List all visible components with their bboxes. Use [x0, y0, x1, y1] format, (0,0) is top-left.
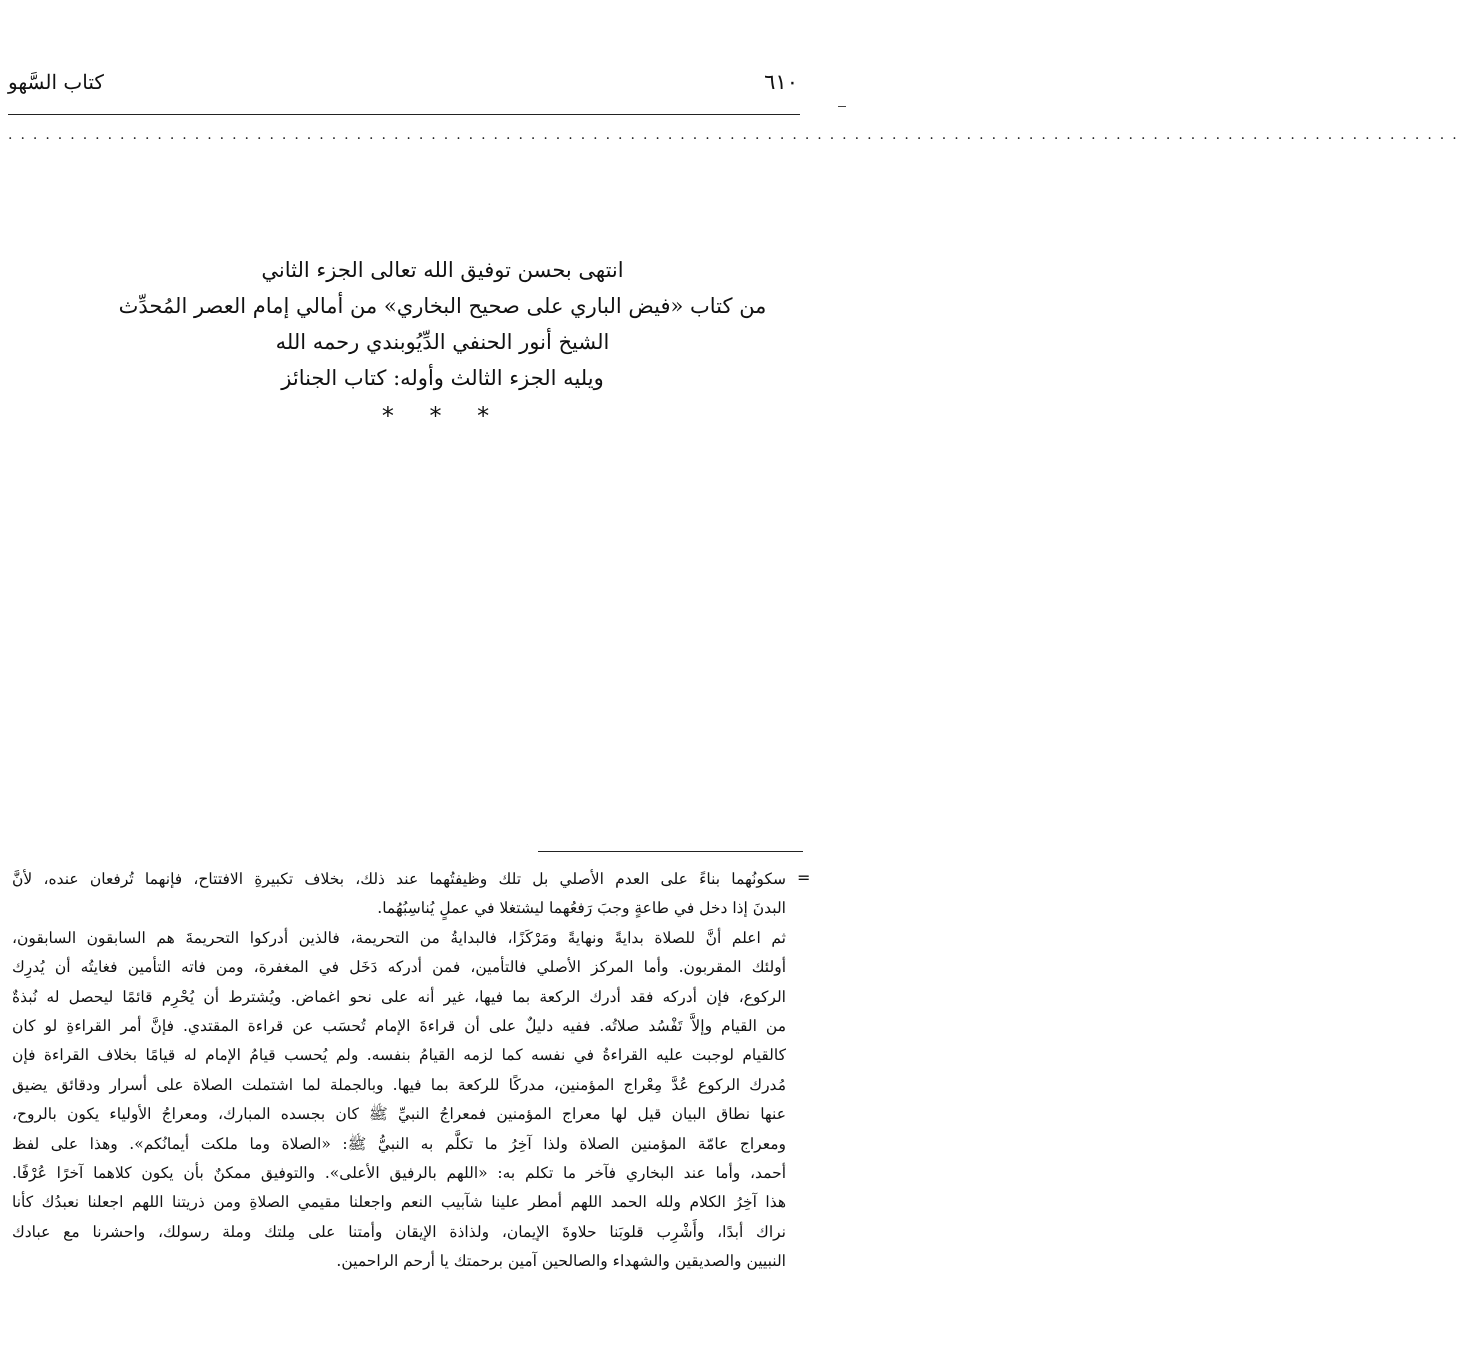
colophon-line: ويليه الجزء الثالث وأوله: كتاب الجنائز — [281, 366, 604, 390]
colophon-line: انتهى بحسن توفيق الله تعالى الجزء الثاني — [261, 258, 624, 282]
footnote-line: كالقيام لوجبت عليه القراءةُ في نفسه كما لزمه القيامُ بنفسه. ولم يُحسب قيامُ الإمام له قيامًا بخلاف القراءة فإن — [12, 1046, 786, 1065]
header-tick-mark — [838, 106, 846, 107]
footnote-line: ومعراج عامّة المؤمنين الصلاة ولذا آخِرُ ما تكلَّم به النبيُّ ﷺ: «الصلاة وما ملكت أيمانُكم». وهذا على لفظ — [12, 1134, 786, 1153]
footnote-line: النبيين والصديقين والشهداء والصالحين آمين برحمتك يا أرحم الراحمين. — [336, 1252, 786, 1271]
colophon-line: الشيخ أنور الحنفي الدِّيُوبندي رحمه الله — [275, 330, 610, 354]
footnote-rule — [538, 851, 803, 852]
footnote-line: عنها نطاق البيان قيل لها معراج المؤمنين فمعراجُ النبيِّ ﷺ كان بجسده المبارك، ومعراجُ الأولياء يكون بالروح، — [12, 1105, 786, 1124]
footnote-line: هذا آخِرُ الكلام ولله الحمد اللهم أمطر علينا شآبيب النعم واجعلنا مقيمي الصلاةِ ومن ذريتنا اللهم اجعلنا نعبدُك كأنا — [12, 1193, 786, 1212]
footnote-line: سكونُهما بناءً على العدم الأصلي بل تلك وظيفتُهما عند ذلك، بخلاف تكبيرةِ الافتتاح، فإنهما تُرفعان عنده، لأنَّ — [12, 870, 786, 888]
footnote — [12, 865, 786, 1276]
colophon-line: من كتاب «فيض الباري على صحيح البخاري» من أمالي إمام العصر المُحدِّث — [118, 294, 767, 318]
section-break-stars: * * * — [381, 402, 504, 430]
page-number: ٦١٠ — [764, 70, 798, 94]
footnote-line: الركوع، فإن أدركه فقد أدرك الركعة بما فيها، غير أنه على نحو اغماض. ويُشترط أن يُحْرِم قائمًا ليحصل له نُبذةٌ — [12, 987, 786, 1006]
footnote-line: البدنَ إذا دخل في طاعةٍ وجبَ رَفعُهما ليشتغلا في عملٍ يُناسِبُهُما. — [377, 899, 786, 918]
footnote-continuation-mark: = — [797, 868, 811, 887]
header-rule — [8, 114, 800, 115]
footnote-line: ثم اعلم أنَّ للصلاة بدايةً ونهايةً ومَرْكَزًا، فالبدايةُ من التحريمة، فالذين أدركوا التحريمةَ هم السابقون السابقون، — [12, 928, 786, 947]
dotted-separator: ..................................................................................................................... — [8, 127, 1465, 143]
running-title: كتاب السَّهو — [8, 70, 104, 94]
footnote-line: أولئك المقربون. وأما المركز الأصلي فالتأمين، فمن أدركه دَخَل في المغفرة، ومن فاته التأمين فغايتُه أن يُدرِك — [12, 958, 786, 977]
footnote-line: مُدرك الركوع عُدَّ مِعْراج المؤمنين، مدركًا للركعة بما فيها. وبالجملة لما اشتملت الصلاة على أسرار ودقائق يضيق — [12, 1075, 786, 1094]
colophon — [40, 252, 845, 436]
footnote-line: أحمد، وأما عند البخاري فآخر ما تكلم به: «اللهم بالرفيق الأعلى». والتوفيق ممكنٌ بأن يكون كلاهما آخرًا عُرْفًا. — [12, 1163, 786, 1182]
page-header — [8, 70, 798, 106]
footnote-line: نراك أبدًا، وأَشْرِب قلوبَنا حلاوةَ الإيمان، ولذاذة الإيقان وأمتنا على مِلتك وملة رسولك، واحشرنا مع عبادك — [12, 1222, 786, 1241]
footnote-line: من القيام وإلاَّ تَفْسُد صلاتُه. ففيه دليلٌ على أن قراءةَ الإمام تُحسَب عن قراءة المقتدي. فإنَّ أمر القراءةِ لو كان — [12, 1016, 786, 1035]
